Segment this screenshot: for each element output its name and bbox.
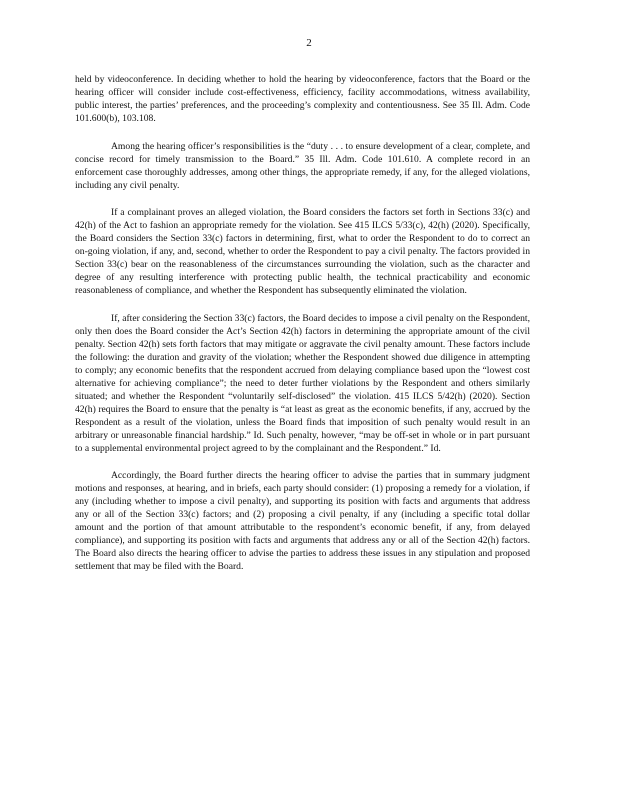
page-number: 2 [306, 37, 312, 49]
paragraph-directions: Accordingly, the Board further directs the hearing officer to advise the parties that in summary judgment motions and responses, at hearing, and in briefs, each party should consider: (1) proposing a remedy for a violation, if any (including whether to impose a civil penalty), and supporting its position with facts and arguments that address any or all of the Section 33(c) factors; and (2) proposing a civil penalty, if any (including a specific total dollar amount and the portion of that amount attributable to the respondent’s economic benefit, if any, from delayed compliance), and supporting its position with facts and arguments that address any or all of the Section 42(h) factors. The Board also directs the hearing officer to advise the parties to address these issues in any stipulation and proposed settlement that may be filed with the Board. [75, 470, 530, 572]
paragraph-continuation: held by videoconference. In deciding whether to hold the hearing by videoconference, factors that the Board or the hearing officer will consider include cost-effectiveness, efficiency, facility accommodations, witness availability, public interest, the parties’ preferences, and the proceeding’s complexity and contentiousness. See 35 Ill. Adm. Code 101.600(b), 103.108. [75, 74, 530, 124]
paragraph-section-42h: If, after considering the Section 33(c) factors, the Board decides to impose a civil penalty on the Respondent, only then does the Board consider the Act’s Section 42(h) factors in determining the appropriate amount of the civil penalty. Section 42(h) sets forth factors that may mitigate or aggravate the civil penalty amount. These factors include the following: the duration and gravity of the violation; whether the Respondent showed due diligence in attempting to comply; any economic benefits that the respondent accrued from delaying compliance based upon the “lowest cost alternative for achieving compliance”; the need to deter further violations by the Respondent and others similarly situated; and whether the Respondent “voluntarily self-disclosed” the violation. 415 ILCS 5/42(h) (2020). Section 42(h) requires the Board to ensure that the penalty is “at least as great as the economic benefits, if any, accrued by the Respondent as a result of the violation, unless the Board finds that imposition of such penalty would result in an arbitrary or unreasonable financial hardship.” Id. Such penalty, however, “may be off-set in whole or in part pursuant to a supplemental environmental project agreed to by the complainant and the Respondent.” Id. [75, 312, 530, 454]
paragraph-hearing-officer: Among the hearing officer’s responsibilities is the “duty . . . to ensure development of a clear, complete, and concise record for timely transmission to the Board.” 35 Ill. Adm. Code 101.610. A complete record in an enforcement case thoroughly addresses, among other things, the appropriate remedy, if any, for the alleged violations, including any civil penalty. [75, 140, 530, 191]
paragraph-section-33c: If a complainant proves an alleged violation, the Board considers the factors set forth in Sections 33(c) and 42(h) of the Act to fashion an appropriate remedy for the violation. See 415 ILCS 5/33(c), 42(h) (2020). Specifically, the Board considers the Section 33(c) factors in determining, first, what to order the Respondent to do to correct an on-going violation, if any, and, second, whether to order the Respondent to pay a civil penalty. The factors provided in Section 33(c) bear on the reasonableness of the circumstances surrounding the violation, such as the character and degree of any resulting interference with protecting public health, the technical practicability and economic reasonableness of compliance, and whether the Respondent has subsequently eliminated the violation. [75, 207, 530, 296]
document-body [75, 73, 530, 573]
